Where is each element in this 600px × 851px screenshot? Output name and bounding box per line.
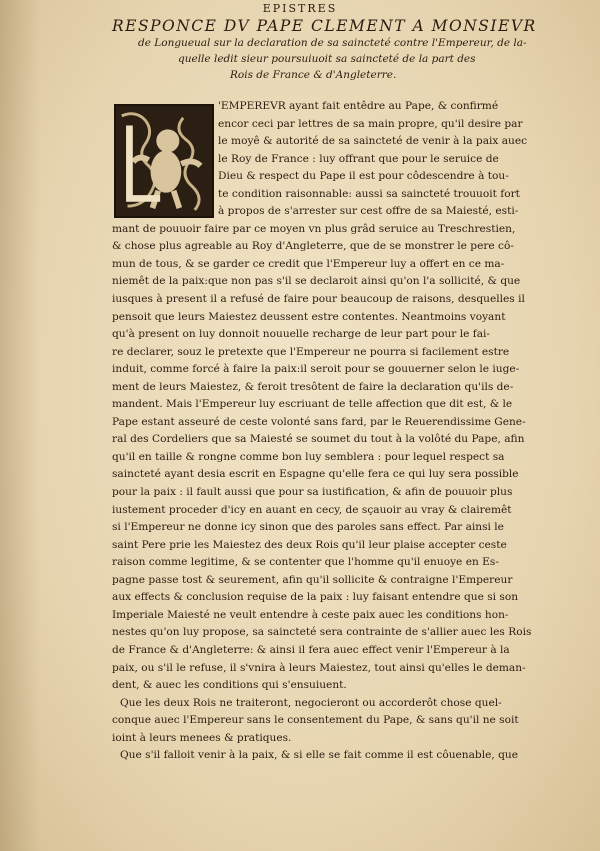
body-line: Dieu & respect du Pape il est pour côdescendre à tou- bbox=[218, 170, 509, 183]
body-line: encor ceci par lettres de sa main propre, qu'il desire par bbox=[218, 117, 523, 130]
body-line: iusques à present il a refusé de faire pour beaucoup de raisons, desquelles il bbox=[112, 293, 525, 306]
body-line: Imperiale Maiesté ne veult entendre à ceste paix auec les conditions hon- bbox=[112, 608, 509, 621]
subtitle-line: de Longueual sur la declaration de sa saincteté contre l'Empereur, de la- bbox=[138, 37, 527, 49]
subtitle-line: Rois de France & d'Angleterre. bbox=[230, 69, 397, 81]
body-line: 'EMPEREVR ayant fait entêdre au Pape, & confirmé bbox=[218, 100, 499, 112]
body-line: iustement proceder d'icy en auant en cecy, de sçauoir au vray & clairemêt bbox=[112, 503, 512, 516]
body-line: dent, & auec les conditions qui s'ensuiuent. bbox=[112, 679, 347, 692]
article-line: ioint à leurs menees & pratiques. bbox=[112, 731, 292, 744]
body-line: mun de tous, & se garder ce credit que l'Empereur luy a offert en ce ma- bbox=[112, 257, 505, 270]
letter-title: RESPONCE DV PAPE CLEMENT A MONSIEVR bbox=[112, 17, 537, 35]
body-line: si l'Empereur ne donne icy sinon que des paroles sans effect. Par ainsi le bbox=[112, 521, 504, 534]
body-line: ment de leurs Maiestez, & feroit tresôtent de faire la declaration qu'ils de- bbox=[112, 380, 514, 393]
running-head: EPISTRES bbox=[262, 2, 338, 15]
body-line: nestes qu'on luy propose, sa saincteté sera contrainte de s'allier auec les Rois bbox=[112, 626, 532, 639]
body-line: te condition raisonnable: aussi sa saincteté trouuoit fort bbox=[218, 187, 520, 200]
body-line: le Roy de France : luy offrant que pour le seruice de bbox=[218, 152, 499, 165]
body-line: Pape estant asseuré de ceste volonté sans fard, par le Reuerendissime Gene- bbox=[112, 415, 526, 428]
body-line: le moyê & autorité de sa saincteté de venir à la paix auec bbox=[218, 135, 528, 148]
article-line: conque auec l'Empereur sans le consentement du Pape, & sans qu'il ne soit bbox=[112, 714, 519, 727]
body-line: ral des Cordeliers que sa Maiesté se soumet du tout à la volôté du Pape, afin bbox=[112, 433, 525, 446]
body-line: mant de pouuoir faire par ce moyen vn plus grâd seruice au Treschrestien, bbox=[112, 222, 516, 235]
body-line: qu'à present on luy donnoit nouuelle recharge de leur part pour le fai- bbox=[112, 328, 490, 341]
body-line: aux effects & conclusion requise de la paix : luy faisant entendre que si son bbox=[112, 591, 519, 604]
body-line: de France & d'Angleterre: & ainsi il fera auec effect venir l'Empereur à la bbox=[112, 643, 510, 656]
body-line: & chose plus agreable au Roy d'Angleterre, que de se monstrer le pere cô- bbox=[112, 240, 514, 253]
body-line: saincteté ayant desia escrit en Espagne qu'elle fera ce qui luy sera possible bbox=[112, 468, 519, 481]
body-line: induit, comme forcé à faire la paix:il seroit pour se gouuerner selon le iuge- bbox=[112, 363, 520, 376]
body-line: pagne passe tost & seurement, afin qu'il sollicite & contraigne l'Empereur bbox=[112, 573, 513, 586]
article-line: Que s'il falloit venir à la paix, & si elle se fait comme il est côuenable, que bbox=[120, 749, 518, 762]
body-line: paix, ou s'il le refuse, il s'vnira à leurs Maiestez, tout ainsi qu'elles le deman- bbox=[112, 661, 526, 674]
letter-body bbox=[112, 98, 542, 765]
page-gutter-shadow bbox=[0, 0, 40, 851]
body-line: qu'il en taille & rongne comme bon luy semblera : pour lequel respect sa bbox=[112, 450, 505, 463]
body-line: mandent. Mais l'Empereur luy escriuant de telle affection que dit est, & le bbox=[112, 398, 513, 411]
body-line: pour la paix : il fault aussi que pour sa iustification, & afin de pouuoir plus bbox=[112, 486, 513, 499]
body-line: à propos de s'arrester sur cest offre de sa Maiesté, esti- bbox=[218, 205, 519, 218]
body-line: re declarer, souz le pretexte que l'Empereur ne pourra si facilement estre bbox=[112, 345, 510, 358]
body-line: niemêt de la paix:que non pas s'il se declaroit ainsi qu'on l'a sollicité, & que bbox=[112, 275, 521, 288]
article-line: Que les deux Rois ne traiteront, negocieront ou accorderôt chose quel- bbox=[120, 696, 502, 709]
body-line: raison comme legitime, & se contenter que l'homme qu'il enuoye en Es- bbox=[112, 556, 499, 569]
subtitle-line: quelle ledit sieur poursuiuoit sa saincteté de la part des bbox=[178, 53, 476, 65]
body-line: pensoit que leurs Maiestez deussent estre contentes. Neantmoins voyant bbox=[112, 310, 506, 323]
body-line: saint Pere prie les Maiestez des deux Rois qu'il leur plaise accepter ceste bbox=[112, 538, 507, 551]
